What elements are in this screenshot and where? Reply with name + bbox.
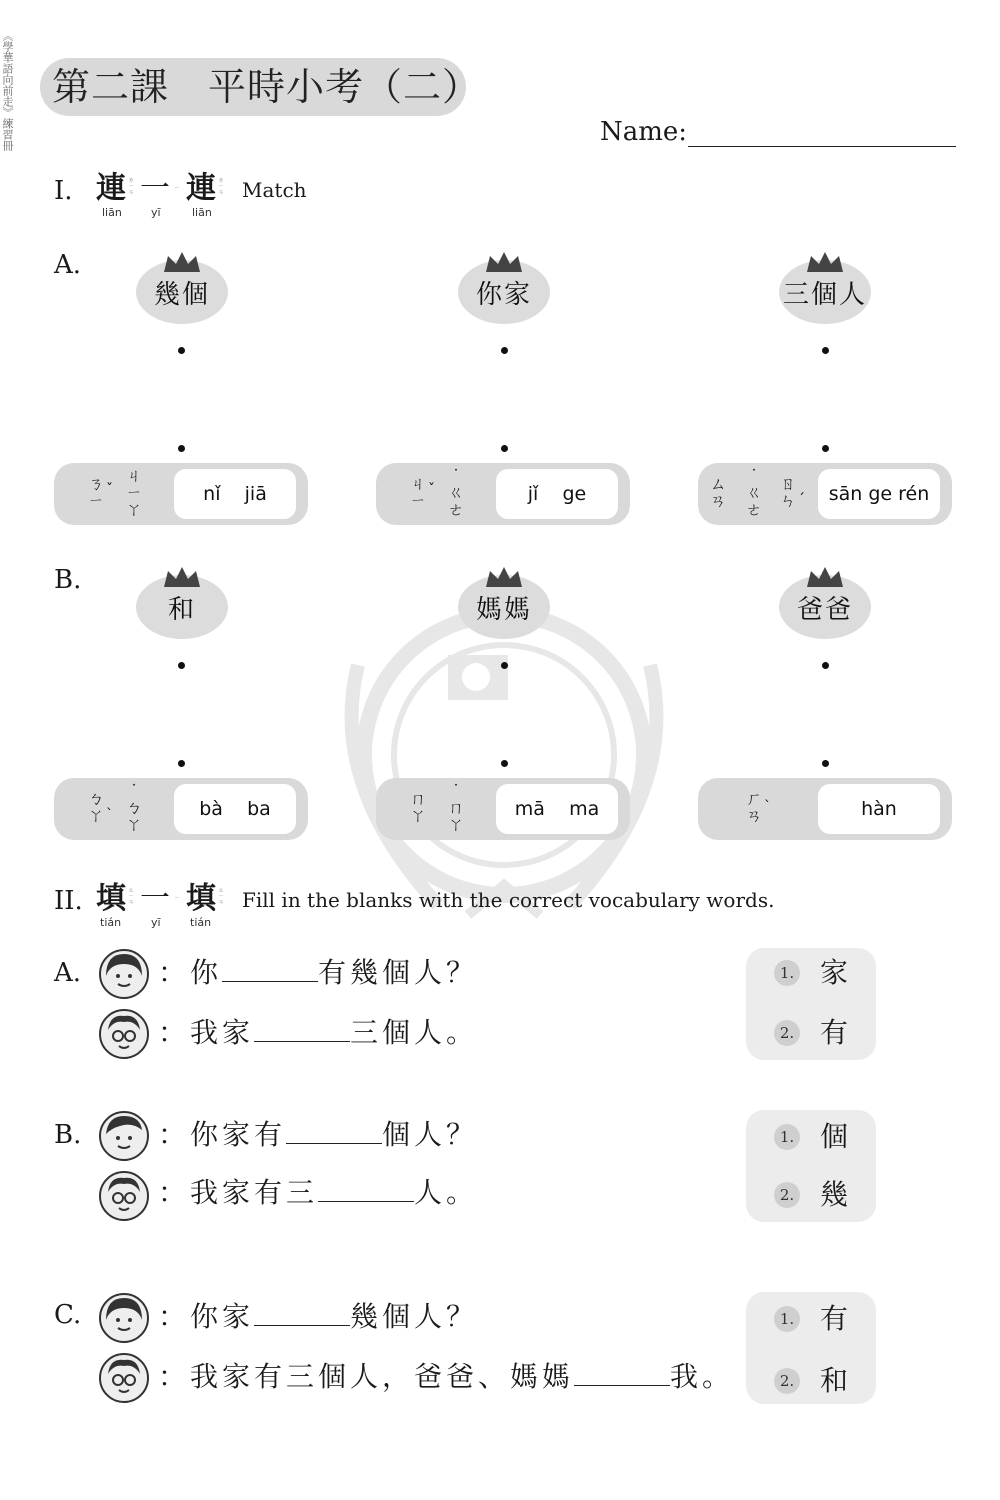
badge-word: 三個人 (782, 280, 867, 310)
section1-pinyin-3: liān (192, 206, 212, 219)
match-dot[interactable] (822, 445, 829, 452)
match-dot[interactable] (178, 760, 185, 767)
side-book-title: 《學華語向前走》練習冊 (1, 30, 14, 151)
match-dot[interactable] (178, 662, 185, 669)
section1-pinyin-1: liān (102, 206, 122, 219)
page-title: 第二課 平時小考（二） (52, 65, 482, 109)
word-badge (779, 252, 871, 324)
option-number: 1. (774, 960, 800, 986)
section2-pinyin-1: tián (100, 916, 122, 929)
section1-char-1: 連 (96, 171, 126, 206)
zhuyin-syllable: ˙ ㄍ ㄜ (447, 466, 464, 519)
question-line: ：你家有 個人？ (158, 1118, 479, 1151)
crown-icon (805, 567, 845, 589)
match-dot[interactable] (501, 347, 508, 354)
zhuyin-mini: ㄧ (174, 185, 181, 192)
card-pinyin: mā ma (514, 798, 600, 820)
answer-blank[interactable] (254, 1017, 350, 1042)
tone-mark: ˇ (106, 482, 113, 498)
card-pinyin: hàn (861, 798, 897, 820)
option-number: 2. (774, 1368, 800, 1394)
pronunciation-card (698, 778, 952, 840)
zhuyin-mini: ㄊㄧㄢ (218, 887, 225, 906)
zhuyin-syllable: ˙ ㄍ ㄜ (745, 466, 762, 519)
answer-blank[interactable] (318, 1177, 414, 1202)
crown-icon (484, 252, 524, 274)
pronunciation-card (698, 463, 952, 525)
badge-word: 幾個 (153, 280, 210, 310)
boy-glasses-avatar-icon (98, 1170, 150, 1222)
card-pinyin: nǐ jiā (203, 483, 267, 505)
zhuyin-syllable: ㄏ ㄢ (745, 789, 762, 825)
zhuyin-syllable: ㄋ ㄧ (87, 474, 104, 510)
section2-instruction: Fill in the blanks with the correct vocabulary words. (242, 888, 775, 912)
answer-line: ：我家 三個人。 (158, 1016, 479, 1049)
option-word[interactable]: 有 (820, 1016, 849, 1049)
answer-blank[interactable] (254, 1301, 350, 1326)
match-dot[interactable] (501, 662, 508, 669)
name-label: Name: (600, 117, 688, 147)
tone-mark: ˋ (106, 807, 113, 823)
zhuyin-syllable: ㄐ ㄧ (409, 474, 426, 510)
question-label: A. (54, 958, 82, 988)
zhuyin-syllable: ㄅ ㄚ (87, 789, 104, 825)
tone-mark: ˇ (428, 482, 435, 498)
section2-pinyin-3: tián (190, 916, 212, 929)
badge-word: 你家 (475, 280, 532, 310)
zhuyin-syllable: ˙ ㄇ ㄚ (447, 781, 464, 834)
card-pinyin: sān ge rén (828, 483, 930, 505)
question-label: B. (54, 1120, 82, 1150)
zhuyin-syllable: ㄇ ㄚ (409, 789, 426, 825)
section2-pinyin-2: yī (151, 916, 161, 929)
section1-pinyin-2: yī (151, 206, 161, 219)
options-box (746, 948, 876, 1060)
badge-word: 爸爸 (796, 595, 853, 625)
zhuyin-syllable: ˙ ㄅ ㄚ (125, 781, 142, 834)
option-number: 2. (774, 1020, 800, 1046)
crown-icon (484, 567, 524, 589)
question-label: C. (54, 1300, 82, 1330)
options-box (746, 1292, 876, 1404)
answer-blank[interactable] (222, 957, 318, 982)
section2-char-3: 填 (186, 881, 216, 916)
option-word[interactable]: 家 (820, 956, 849, 989)
option-number: 1. (774, 1306, 800, 1332)
section1-instruction: Match (242, 178, 307, 202)
zhuyin-syllable: ㄙ ㄢ (709, 474, 726, 510)
boy-glasses-avatar-icon (98, 1008, 150, 1060)
zhuyin-syllable: ㄐ ㄧ ㄚ (125, 466, 142, 519)
part-label: A. (54, 250, 82, 280)
options-box (746, 1110, 876, 1222)
section1-char-2: 一 (140, 171, 170, 206)
word-badge (458, 252, 550, 324)
option-number: 1. (774, 1124, 800, 1150)
section1-char-3: 連 (186, 171, 216, 206)
girl-avatar-icon (98, 948, 150, 1000)
section2-number: II. (54, 886, 83, 916)
question-line: ：你 有幾個人？ (158, 956, 479, 989)
section2-char-2: 一 (140, 881, 170, 916)
word-badge (136, 252, 228, 324)
question-line: ：你家 幾個人？ (158, 1300, 479, 1333)
option-word[interactable]: 幾 (820, 1178, 849, 1211)
match-dot[interactable] (501, 445, 508, 452)
word-badge (458, 567, 550, 639)
answer-line: ：我家有三個人，爸爸、媽媽 我。 (158, 1360, 735, 1393)
boy-avatar-icon (98, 1110, 150, 1162)
name-field[interactable] (688, 146, 956, 147)
pronunciation-card (376, 463, 630, 525)
pronunciation-card (376, 778, 630, 840)
match-dot[interactable] (822, 760, 829, 767)
match-dot[interactable] (178, 445, 185, 452)
pronunciation-card (54, 463, 308, 525)
section2-char-1: 填 (96, 881, 126, 916)
match-dot[interactable] (822, 662, 829, 669)
answer-blank[interactable] (574, 1361, 670, 1386)
option-word[interactable]: 有 (820, 1302, 849, 1335)
badge-word: 媽媽 (475, 595, 532, 625)
section1-number: I. (54, 176, 73, 206)
zhuyin-mini: ㄌㄧㄢ (218, 177, 225, 196)
boy-glasses-avatar-icon (98, 1352, 150, 1404)
word-badge (136, 567, 228, 639)
zhuyin-mini: ㄌㄧㄢ (128, 177, 135, 196)
card-pinyin: bà ba (199, 798, 271, 820)
card-pinyin: jǐ ge (527, 483, 587, 505)
part-label: B. (54, 565, 82, 595)
crown-icon (162, 252, 202, 274)
zhuyin-mini: ㄧ (174, 895, 181, 902)
tone-mark: ˊ (798, 492, 805, 508)
answer-line: ：我家有三 人。 (158, 1176, 479, 1209)
tone-mark: ˋ (764, 799, 771, 815)
match-dot[interactable] (178, 347, 185, 354)
crown-icon (805, 252, 845, 274)
pronunciation-card (54, 778, 308, 840)
zhuyin-mini: ㄊㄧㄢ (128, 887, 135, 906)
option-number: 2. (774, 1182, 800, 1208)
match-dot[interactable] (822, 347, 829, 354)
zhuyin-syllable: ㄖ ㄣ (779, 474, 796, 510)
badge-word: 和 (167, 595, 196, 625)
option-word[interactable]: 和 (820, 1364, 849, 1397)
answer-blank[interactable] (286, 1119, 382, 1144)
word-badge (779, 567, 871, 639)
girl-avatar-icon (98, 1292, 150, 1344)
option-word[interactable]: 個 (820, 1120, 849, 1153)
crown-icon (162, 567, 202, 589)
match-dot[interactable] (501, 760, 508, 767)
